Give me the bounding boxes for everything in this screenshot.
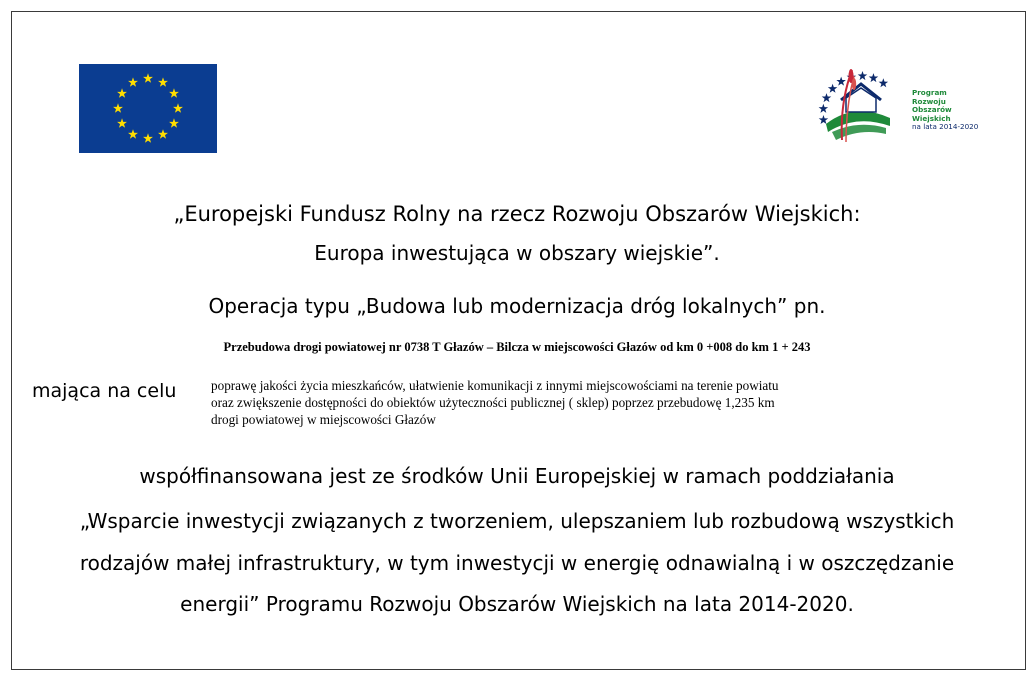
goal-line-1: poprawę jakości życia mieszkańców, ułatwienie komunikacji z innymi miejscowościami na terenie powiatu [211,378,779,393]
eu-flag-icon [79,64,217,153]
goal-line-3: drogi powiatowej w miejscowości Głazów [211,412,436,427]
prow-star [819,115,829,124]
prow-word-4: Wiejskich [912,113,951,123]
cofinancing-line-2: „Wsparcie inwestycji związanych z tworzeniem, ulepszaniem lub rozbudową wszystkich [79,509,955,533]
prow-star [828,84,838,93]
operation-type: Operacja typu „Budowa lub modernizacja dróg lokalnych” pn. [208,294,826,318]
fund-name-line-1: „Europejski Fundusz Rolny na rzecz Rozwoju Obszarów Wiejskich: [173,202,861,226]
prow-word-3: Obszarów [912,105,952,115]
prow-star [819,104,829,113]
prow-logo-text [912,89,978,132]
prow-word-1: Program [912,88,947,97]
project-name: Przebudowa drogi powiatowej nr 0738 T Głazów – Bilcza w miejscowości Głazów od km 0 +008 do km 1 + 243 [223,340,811,354]
fund-name-line-2: Europa inwestująca w obszary wiejskie”. [314,241,720,265]
prow-star [822,93,832,102]
prow-star [869,73,879,82]
cofinancing-line-1: współfinansowana jest ze środków Unii Europejskiej w ramach poddziałania [139,464,895,488]
prow-word-2: Rozwoju [912,96,946,106]
goal-label: mająca na celu [32,380,177,402]
goal-description [211,377,971,428]
prow-star [836,77,846,86]
prow-star [879,78,889,87]
prow-star [858,71,868,80]
cofinancing-line-4: energii” Programu Rozwoju Obszarów Wiejskich na lata 2014-2020. [180,592,854,616]
cofinancing-line-3: rodzajów małej infrastruktury, w tym inwestycji w energię odnawialną i w oszczędzanie [79,551,955,575]
prow-years: na lata 2014-2020 [912,122,979,132]
goal-line-2: oraz zwiększenie dostępności do obiektów użyteczności publicznej ( sklep) poprzez przebudowę 1,235 km [211,395,775,410]
